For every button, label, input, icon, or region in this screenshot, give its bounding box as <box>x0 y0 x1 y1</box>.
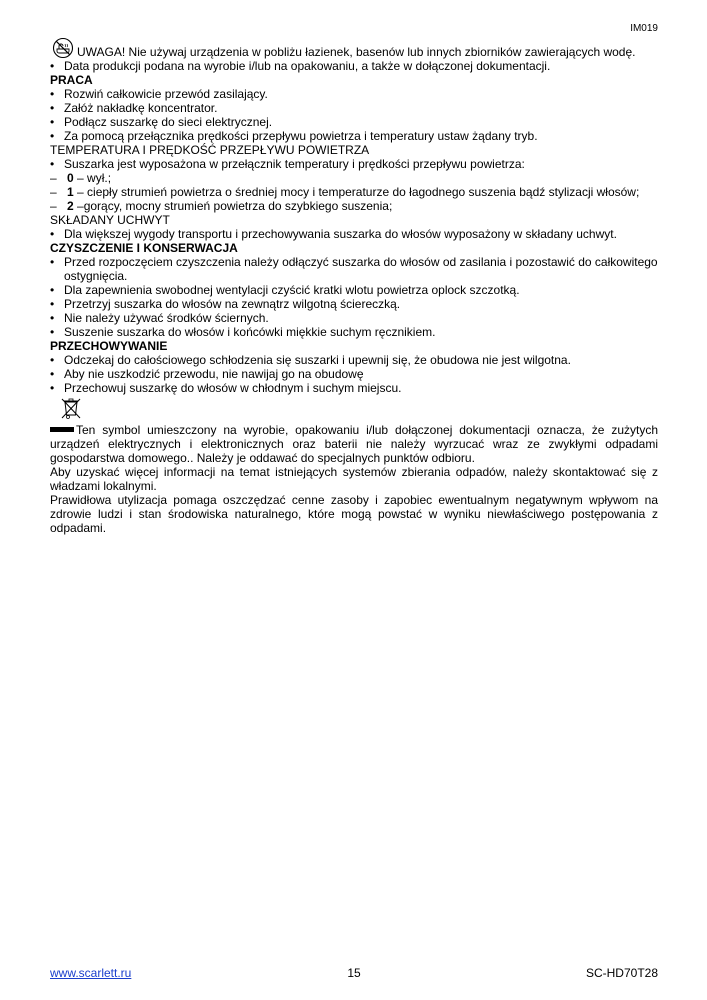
list-item: • Dla większej wygody transportu i przechowywania suszarka do włosów wyposażony w składany uchwyt. <box>50 227 658 241</box>
disposal-paragraph: Aby uzyskać więcej informacji na temat istniejących systemów zbierania odpadów, należy skontaktować się z władzami lokalnymi. <box>50 465 658 493</box>
disposal-paragraph: Prawidłowa utylizacja pomaga oszczędzać cenne zasoby i zapobiec ewentualnym negatywnym wpływom na zdrowie ludzi i stan środowiska naturalnego, które mogą powstać w wyniku niewłaściwego postępowania z odpadami. <box>50 493 658 535</box>
list-item: • Podłącz suszarkę do sieci elektrycznej. <box>50 115 658 129</box>
section-heading-przechowywanie: PRZECHOWYWANIE <box>50 339 168 353</box>
list-item: • Załóż nakładkę koncentrator. <box>50 101 658 115</box>
disposal-paragraph-text: Ten symbol umieszczony na wyrobie, opakowaniu i/lub dołączonej dokumentacji oznacza, że zużytych urządzeń elektrycznych i elektronicznych oraz baterii nie należy wyrzucać wraz ze zwykłymi odpadami gospodarstwa domowego.. Należy je oddawać do specjalnych punktów odbioru. <box>50 423 658 465</box>
no-water-bath-icon <box>50 37 76 59</box>
mode-item <box>50 199 658 213</box>
list-item: • Suszenie suszarka do włosów i końcówki miękkie suchym ręcznikiem. <box>50 325 658 339</box>
crossed-out-wheelie-bin-icon <box>60 397 82 423</box>
mode-number: 0 <box>67 171 74 185</box>
document-code: IM019 <box>630 23 658 34</box>
mode-description: – wył.; <box>73 171 112 185</box>
mode-item <box>50 171 658 185</box>
model-code: SC-HD70T28 <box>585 966 658 980</box>
section-heading-czyszczenie: CZYSZCZENIE I KONSERWACJA <box>50 241 238 255</box>
list-item: • Rozwiń całkowicie przewód zasilający. <box>50 87 658 101</box>
production-note: • Data produkcji podana na wyrobie i/lub na opakowaniu, a także w dołączonej dokumentacji. <box>50 59 658 73</box>
list-item: • Przetrzyj suszarka do włosów na zewnątrz wilgotną ściereczką. <box>50 297 658 311</box>
temperature-intro: • Suszarka jest wyposażona w przełącznik temperatury i prędkości przepływu powietrza: <box>50 157 658 171</box>
weee-bar <box>50 427 74 432</box>
page-footer <box>50 966 658 980</box>
list-item: • Aby nie uszkodzić przewodu, nie nawijaj go na obudowę <box>50 367 658 381</box>
website-link[interactable]: www.scarlett.ru <box>50 966 132 980</box>
list-item: • Za pomocą przełącznika prędkości przepływu powietrza i temperatury ustaw żądany tryb. <box>50 129 658 143</box>
mode-item <box>50 185 658 199</box>
list-item: • Przed rozpoczęciem czyszczenia należy odłączyć suszarka do włosów od zasilania i pozostawić do całkowitego ostygnięcia. <box>50 255 658 283</box>
section-heading-temperatura: TEMPERATURA I PRĘDKOŚĆ PRZEPŁYWU POWIETRZA <box>50 143 370 157</box>
list-item: • Nie należy używać środków ściernych. <box>50 311 658 325</box>
list-item: • Przechowuj suszarkę do włosów w chłodnym i suchym miejscu. <box>50 381 658 395</box>
mode-number: 2 <box>67 199 74 213</box>
mode-description: –gorący, mocny strumień powietrza do szybkiego suszenia; <box>73 199 393 213</box>
list-item: • Dla zapewnienia swobodnej wentylacji czyścić kratki wlotu powietrza oplock szczotką. <box>50 283 658 297</box>
mode-description: – ciepły strumień powietrza o średniej mocy i temperaturze do łagodnego suszenia bądź stylizacji włosów; <box>73 185 640 199</box>
page-number: 15 <box>347 966 361 980</box>
warning-text: UWAGA! Nie używaj urządzenia w pobliżu łazienek, basenów lub innych zbiorników zawierających wodę. <box>77 45 636 59</box>
warning-line <box>50 37 658 59</box>
section-heading-uchwyt: SKŁADANY UCHWYT <box>50 213 170 227</box>
disposal-paragraph <box>50 423 658 465</box>
section-heading-praca: PRACA <box>50 73 93 87</box>
list-item: • Odczekaj do całościowego schłodzenia się suszarki i upewnij się, że obudowa nie jest wilgotna. <box>50 353 658 367</box>
page-content <box>50 37 658 535</box>
mode-number: 1 <box>67 185 74 199</box>
